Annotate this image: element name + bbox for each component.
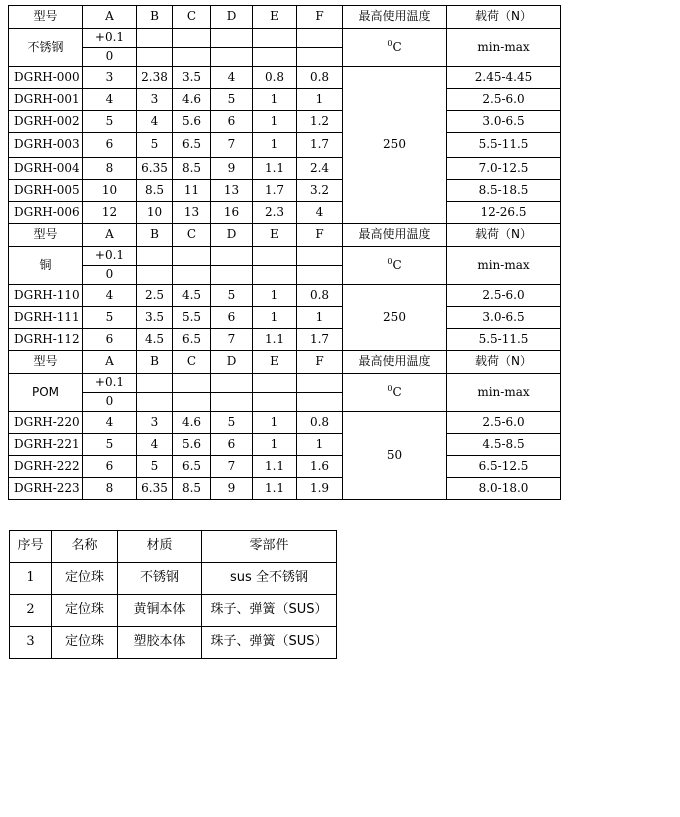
material-label: POM — [9, 374, 83, 412]
dim-b-cell: 8.5 — [137, 180, 173, 202]
temp-unit — [343, 374, 447, 412]
header-b: B — [137, 6, 173, 29]
header-d: D — [211, 351, 253, 374]
dim-c-cell: 13 — [173, 202, 211, 224]
dim-b-cell: 3.5 — [137, 307, 173, 329]
empty-cell — [253, 393, 297, 412]
dim-a-cell: 12 — [83, 202, 137, 224]
empty-cell — [137, 48, 173, 67]
dim-d-cell: 16 — [211, 202, 253, 224]
dim-b-cell: 2.5 — [137, 285, 173, 307]
dim-a-cell: 6 — [83, 329, 137, 351]
header-load: 载荷（N） — [447, 351, 561, 374]
dim-e-cell: 1 — [253, 133, 297, 158]
header-model: 型号 — [9, 224, 83, 247]
temp-unit-letter: C — [392, 40, 402, 55]
material-label: 不锈钢 — [9, 29, 83, 67]
dim-d-cell: 6 — [211, 434, 253, 456]
model-cell: DGRH-000 — [9, 67, 83, 89]
header-f: F — [297, 351, 343, 374]
load-cell: 2.5-6.0 — [447, 89, 561, 111]
empty-cell — [297, 247, 343, 266]
dim-f-cell: 1 — [297, 89, 343, 111]
table-row — [10, 627, 337, 659]
table-row — [9, 478, 561, 500]
dim-f-cell: 1.9 — [297, 478, 343, 500]
dim-d-cell: 9 — [211, 478, 253, 500]
empty-cell — [253, 247, 297, 266]
dim-e-cell: 1.1 — [253, 329, 297, 351]
dim-d-cell: 7 — [211, 133, 253, 158]
dim-f-cell: 0.8 — [297, 67, 343, 89]
dim-b-cell: 3 — [137, 412, 173, 434]
load-cell: 2.45-4.45 — [447, 67, 561, 89]
dim-b-cell: 4 — [137, 111, 173, 133]
table-row — [9, 434, 561, 456]
dim-d-cell: 6 — [211, 111, 253, 133]
parts-cell: 1 — [10, 563, 52, 595]
table-row — [9, 202, 561, 224]
temp-unit-degree: 0 — [387, 39, 393, 49]
dim-a-cell: 3 — [83, 67, 137, 89]
empty-cell — [137, 29, 173, 48]
load-cell: 3.0-6.5 — [447, 307, 561, 329]
dim-f-cell: 3.2 — [297, 180, 343, 202]
load-cell: 2.5-6.0 — [447, 285, 561, 307]
empty-cell — [297, 393, 343, 412]
model-cell: DGRH-111 — [9, 307, 83, 329]
load-cell: 5.5-11.5 — [447, 329, 561, 351]
empty-cell — [173, 29, 211, 48]
dim-b-cell: 6.35 — [137, 478, 173, 500]
empty-cell — [211, 374, 253, 393]
empty-cell — [297, 48, 343, 67]
load-cell: 3.0-6.5 — [447, 111, 561, 133]
dim-d-cell: 7 — [211, 329, 253, 351]
parts-header-row — [10, 531, 337, 563]
empty-cell — [297, 29, 343, 48]
empty-cell — [253, 29, 297, 48]
max-temp-value: 50 — [343, 412, 447, 500]
header-model: 型号 — [9, 6, 83, 29]
header-e: E — [253, 351, 297, 374]
dim-f-cell: 4 — [297, 202, 343, 224]
parts-cell: 不锈钢 — [118, 563, 202, 595]
table-row — [9, 67, 561, 89]
dim-b-cell: 4.5 — [137, 329, 173, 351]
dim-b-cell: 2.38 — [137, 67, 173, 89]
empty-cell — [211, 266, 253, 285]
table-row — [9, 456, 561, 478]
dim-c-cell: 6.5 — [173, 329, 211, 351]
parts-cell: sus 全不锈钢 — [202, 563, 337, 595]
dim-e-cell: 1 — [253, 89, 297, 111]
dim-e-cell: 2.3 — [253, 202, 297, 224]
load-cell: 7.0-12.5 — [447, 158, 561, 180]
empty-cell — [211, 29, 253, 48]
spec-table — [8, 5, 561, 500]
empty-cell — [137, 393, 173, 412]
temp-unit — [343, 247, 447, 285]
header-d: D — [211, 6, 253, 29]
dim-a-cell: 4 — [83, 285, 137, 307]
empty-cell — [173, 374, 211, 393]
tolerance-plus: +0.1 — [83, 374, 137, 393]
table-row — [9, 158, 561, 180]
empty-cell — [173, 247, 211, 266]
empty-cell — [297, 266, 343, 285]
dim-a-cell: 5 — [83, 434, 137, 456]
table-row — [9, 412, 561, 434]
temp-unit — [343, 29, 447, 67]
header-b: B — [137, 351, 173, 374]
header-e: E — [253, 224, 297, 247]
dim-b-cell: 4 — [137, 434, 173, 456]
dim-f-cell: 1 — [297, 434, 343, 456]
load-cell: 6.5-12.5 — [447, 456, 561, 478]
header-load: 载荷（N） — [447, 6, 561, 29]
header-max-temp: 最高使用温度 — [343, 351, 447, 374]
model-cell: DGRH-004 — [9, 158, 83, 180]
parts-cell: 塑胶本体 — [118, 627, 202, 659]
dim-e-cell: 1 — [253, 412, 297, 434]
dim-e-cell: 1.1 — [253, 478, 297, 500]
parts-header-cell: 零部件 — [202, 531, 337, 563]
dim-d-cell: 5 — [211, 285, 253, 307]
temp-unit-letter: C — [392, 385, 402, 400]
dim-c-cell: 5.5 — [173, 307, 211, 329]
dim-c-cell: 6.5 — [173, 133, 211, 158]
model-cell: DGRH-002 — [9, 111, 83, 133]
load-cell: 4.5-8.5 — [447, 434, 561, 456]
dim-c-cell: 5.6 — [173, 111, 211, 133]
model-cell: DGRH-221 — [9, 434, 83, 456]
empty-cell — [253, 48, 297, 67]
table-row — [9, 285, 561, 307]
model-cell: DGRH-005 — [9, 180, 83, 202]
dim-a-cell: 5 — [83, 111, 137, 133]
empty-cell — [137, 374, 173, 393]
dim-b-cell: 3 — [137, 89, 173, 111]
parts-cell: 2 — [10, 595, 52, 627]
dim-f-cell: 1.2 — [297, 111, 343, 133]
dim-e-cell: 1.7 — [253, 180, 297, 202]
tolerance-row — [9, 29, 561, 48]
table-row — [9, 111, 561, 133]
max-temp-value: 250 — [343, 285, 447, 351]
dim-c-cell: 8.5 — [173, 478, 211, 500]
dim-d-cell: 5 — [211, 89, 253, 111]
header-model: 型号 — [9, 351, 83, 374]
dim-d-cell: 9 — [211, 158, 253, 180]
model-cell: DGRH-220 — [9, 412, 83, 434]
temp-unit-letter: C — [392, 258, 402, 273]
table-row — [10, 595, 337, 627]
dim-a-cell: 4 — [83, 412, 137, 434]
dim-c-cell: 4.5 — [173, 285, 211, 307]
dim-e-cell: 1.1 — [253, 456, 297, 478]
dim-e-cell: 1 — [253, 111, 297, 133]
dim-c-cell: 3.5 — [173, 67, 211, 89]
tolerance-row — [9, 374, 561, 393]
parts-cell: 黄铜本体 — [118, 595, 202, 627]
dim-e-cell: 1 — [253, 285, 297, 307]
empty-cell — [173, 266, 211, 285]
parts-cell: 珠子、弹簧（SUS） — [202, 595, 337, 627]
header-load: 载荷（N） — [447, 224, 561, 247]
dim-a-cell: 6 — [83, 133, 137, 158]
dim-a-cell: 8 — [83, 478, 137, 500]
table-row — [9, 133, 561, 158]
dim-d-cell: 13 — [211, 180, 253, 202]
dim-f-cell: 2.4 — [297, 158, 343, 180]
header-a: A — [83, 224, 137, 247]
model-cell: DGRH-001 — [9, 89, 83, 111]
parts-cell: 定位珠 — [52, 627, 118, 659]
model-cell: DGRH-223 — [9, 478, 83, 500]
parts-cell: 定位珠 — [52, 563, 118, 595]
header-max-temp: 最高使用温度 — [343, 6, 447, 29]
empty-cell — [211, 48, 253, 67]
dim-f-cell: 1.7 — [297, 329, 343, 351]
header-f: F — [297, 6, 343, 29]
table-row — [10, 563, 337, 595]
temp-unit-degree: 0 — [387, 384, 393, 394]
empty-cell — [173, 393, 211, 412]
table-row — [9, 180, 561, 202]
load-cell: 12-26.5 — [447, 202, 561, 224]
dim-d-cell: 6 — [211, 307, 253, 329]
dim-d-cell: 5 — [211, 412, 253, 434]
empty-cell — [253, 266, 297, 285]
load-cell: 8.0-18.0 — [447, 478, 561, 500]
header-max-temp: 最高使用温度 — [343, 224, 447, 247]
tolerance-plus: +0.1 — [83, 29, 137, 48]
dim-a-cell: 5 — [83, 307, 137, 329]
dim-c-cell: 4.6 — [173, 412, 211, 434]
load-range: min-max — [447, 247, 561, 285]
dim-f-cell: 0.8 — [297, 285, 343, 307]
tolerance-plus: +0.1 — [83, 247, 137, 266]
dim-e-cell: 0.8 — [253, 67, 297, 89]
empty-cell — [137, 266, 173, 285]
header-c: C — [173, 351, 211, 374]
load-range: min-max — [447, 29, 561, 67]
header-d: D — [211, 224, 253, 247]
dim-d-cell: 7 — [211, 456, 253, 478]
material-label: 铜 — [9, 247, 83, 285]
dim-c-cell: 6.5 — [173, 456, 211, 478]
empty-cell — [297, 374, 343, 393]
dim-e-cell: 1 — [253, 434, 297, 456]
dim-a-cell: 8 — [83, 158, 137, 180]
empty-cell — [253, 374, 297, 393]
spec-header-row — [9, 351, 561, 374]
parts-header-cell: 名称 — [52, 531, 118, 563]
dim-c-cell: 5.6 — [173, 434, 211, 456]
tolerance-zero: 0 — [83, 393, 137, 412]
dim-a-cell: 4 — [83, 89, 137, 111]
header-a: A — [83, 6, 137, 29]
parts-cell: 定位珠 — [52, 595, 118, 627]
load-cell: 8.5-18.5 — [447, 180, 561, 202]
dim-f-cell: 1.6 — [297, 456, 343, 478]
table-row — [9, 329, 561, 351]
dim-a-cell: 6 — [83, 456, 137, 478]
empty-cell — [211, 393, 253, 412]
dim-f-cell: 1.7 — [297, 133, 343, 158]
temp-unit-degree: 0 — [387, 257, 393, 267]
tolerance-zero: 0 — [83, 48, 137, 67]
dim-d-cell: 4 — [211, 67, 253, 89]
tolerance-zero: 0 — [83, 266, 137, 285]
dim-b-cell: 6.35 — [137, 158, 173, 180]
spec-header-row — [9, 6, 561, 29]
header-c: C — [173, 6, 211, 29]
dim-c-cell: 8.5 — [173, 158, 211, 180]
model-cell: DGRH-112 — [9, 329, 83, 351]
dim-e-cell: 1.1 — [253, 158, 297, 180]
header-e: E — [253, 6, 297, 29]
model-cell: DGRH-222 — [9, 456, 83, 478]
empty-cell — [211, 247, 253, 266]
empty-cell — [137, 247, 173, 266]
model-cell: DGRH-110 — [9, 285, 83, 307]
spec-header-row — [9, 224, 561, 247]
model-cell: DGRH-003 — [9, 133, 83, 158]
table-row — [9, 89, 561, 111]
dim-b-cell: 5 — [137, 133, 173, 158]
empty-cell — [173, 48, 211, 67]
dim-c-cell: 11 — [173, 180, 211, 202]
parts-header-cell: 序号 — [10, 531, 52, 563]
tolerance-row — [9, 247, 561, 266]
dim-e-cell: 1 — [253, 307, 297, 329]
dim-f-cell: 0.8 — [297, 412, 343, 434]
parts-header-cell: 材质 — [118, 531, 202, 563]
header-a: A — [83, 351, 137, 374]
dim-b-cell: 5 — [137, 456, 173, 478]
table-row — [9, 307, 561, 329]
dim-a-cell: 10 — [83, 180, 137, 202]
header-b: B — [137, 224, 173, 247]
load-range: min-max — [447, 374, 561, 412]
dim-c-cell: 4.6 — [173, 89, 211, 111]
load-cell: 2.5-6.0 — [447, 412, 561, 434]
parts-table — [9, 530, 337, 659]
model-cell: DGRH-006 — [9, 202, 83, 224]
header-f: F — [297, 224, 343, 247]
dim-b-cell: 10 — [137, 202, 173, 224]
parts-cell: 珠子、弹簧（SUS） — [202, 627, 337, 659]
load-cell: 5.5-11.5 — [447, 133, 561, 158]
dim-f-cell: 1 — [297, 307, 343, 329]
header-c: C — [173, 224, 211, 247]
parts-cell: 3 — [10, 627, 52, 659]
max-temp-value: 250 — [343, 67, 447, 224]
